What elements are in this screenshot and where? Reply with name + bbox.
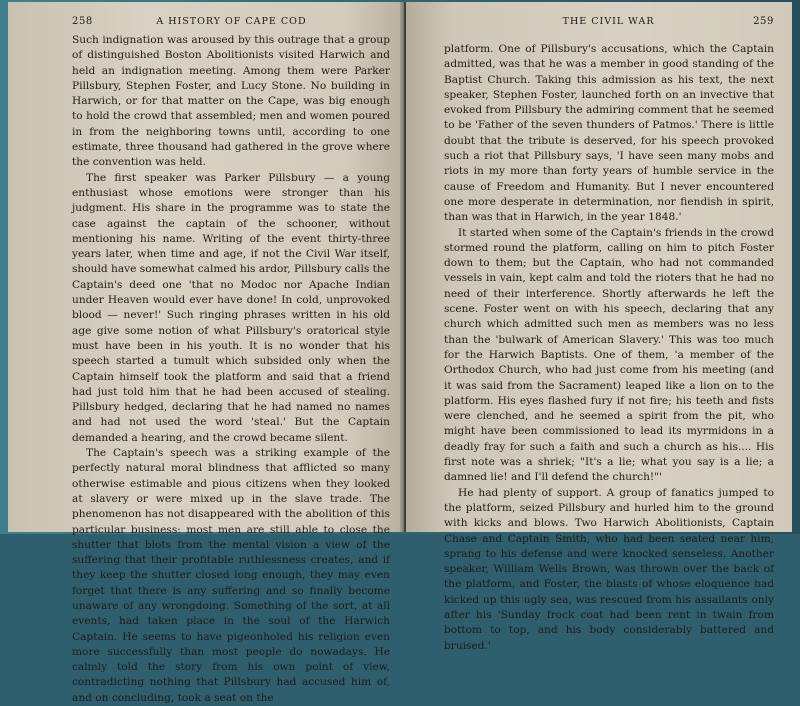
paragraph: The Captain's speech was a striking example of the perfectly natural moral blindness that afflicted so many otherwise estimable and pious citizens when they looked at slavery or were mixed up in the slave trade. The phenomenon has not disappeared with the abolition of this particular business: most men are still able to close the shutter that blots from the mental vision a view of the suffering that their profitable ruthlessness creates, and if they keep the shutter closed long enough, they may even forget that there is any suffering and so finally become unaware of any wrongdoing. Something of the sort, at all events, had taken place in the soul of the Harwich Captain. He seems to have pigeonholed his religion even more successfully than most people do nowadays. He calmly told the story from his own point of view, contradicting nothing that Pillsbury had accused him of, and on concluding, took a seat on the — [72, 447, 390, 704]
paragraph: The first speaker was Parker Pillsbury — a young enthusiast whose emotions were stronger than his judgment. His share in the programme was to state the case against the captain of the schooner, without mentioning his name. Writing of the event thirty-three years later, when time and age, if not the Civil War itself, should have somewhat calmed his ardor, Pillsbury calls the Captain's deed one 'that no Modoc nor Apache Indian under Heaven would ever have done! In cold, unprovoked blood — never!' Such ringing phrases written in his old age give some notion of what Pillsbury's oratorical style must have been in his youth. It is no wonder that his speech started a tumult which subsided only when the Captain himself took the platform and said that a friend had just told him that he had been accused of stealing. Pillsbury hedged, declaring that he had named no names and had not used the word 'steal.' But the Captain demanded a hearing, and the crowd became silent. — [72, 171, 390, 444]
left-page-number: 258 — [72, 16, 93, 27]
right-page-header — [444, 16, 774, 27]
left-page — [8, 2, 404, 704]
right-page-body — [444, 42, 774, 654]
paragraph: It started when some of the Captain's friends in the crowd stormed round the platform, calling on him to pitch Foster down to them; but the Captain, who had not commanded vessels in vain, kept calm and told the rioters that he had no need of their interference. Shortly afterwards he left the scene. Foster went on with his speech, declaring that any church which admitted such men as members was no less than the 'bulwark of American Slavery.' This was too much for the Harwich Baptists. One of them, 'a member of the Orthodox Church, who had just come from his meeting (and it was said from the Sacrament) leaped like a lion on to the platform. His eyes flashed fury if not fire; his teeth and fists were clenched, and he seemed a spirit from the pit, who might have been commissioned to lead its myrmidons in a deadly fray for such a faith and such a church as his.... His first note was a shriek; "It's a lie; what you say is a lie; a damned lie! and I'll defend the church!"' — [444, 226, 774, 484]
left-running-head: A HISTORY OF CAPE COD — [156, 16, 307, 27]
open-book — [8, 2, 792, 704]
paragraph: platform. One of Pillsbury's accusations, which the Captain admitted, was that he was a member in good standing of the Baptist Church. Taking this admission as his text, the next speaker, Stephen Foster, launched forth on an invective that evoked from Pillsbury the admiring comment that he seemed to be 'Father of the seven thunders of Patmos.' There is little doubt that the tribute is deserved, for his speech provoked such a riot that Pillsbury says, 'I have seen many mobs and riots in my more than forty years of humble service in the cause of Freedom and Humanity. But I never encountered one more desperate in determination, nor fiendish in spirit, than was that in Harwich, in the year 1848.' — [444, 43, 774, 224]
left-page-body — [72, 33, 390, 706]
left-page-header — [72, 16, 390, 27]
right-running-head: THE CIVIL WAR — [562, 16, 655, 27]
paragraph: Such indignation was aroused by this outrage that a group of distinguished Boston Abolitionists visited Harwich and held an indignation meeting. Among them were Parker Pillsbury, Stephen Foster, and Lucy Stone. No building in Harwich, or for that matter on the Cape, was big enough to hold the crowd that assembled; men and women poured in from the neighboring towns until, according to one estimate, three thousand had gathered in the grove where the convention was held. — [72, 34, 390, 169]
right-page — [406, 2, 792, 652]
right-page-number: 259 — [753, 16, 774, 27]
paragraph: He had plenty of support. A group of fanatics jumped to the platform, seized Pillsbury and hurled him to the ground with kicks and blows. Two Harwich Abolitionists, Captain Chase and Captain Smith, who had been seated near him, sprang to his defense and were knocked senseless. Another speaker, William Wells Brown, was thrown over the back of the platform, and Foster, the blasts of whose eloquence had kicked up this ugly sea, was rescued from his assailants only after his 'Sunday frock coat had been rent in twain from bottom to top, and his body considerably battered and bruised.' — [444, 486, 774, 652]
